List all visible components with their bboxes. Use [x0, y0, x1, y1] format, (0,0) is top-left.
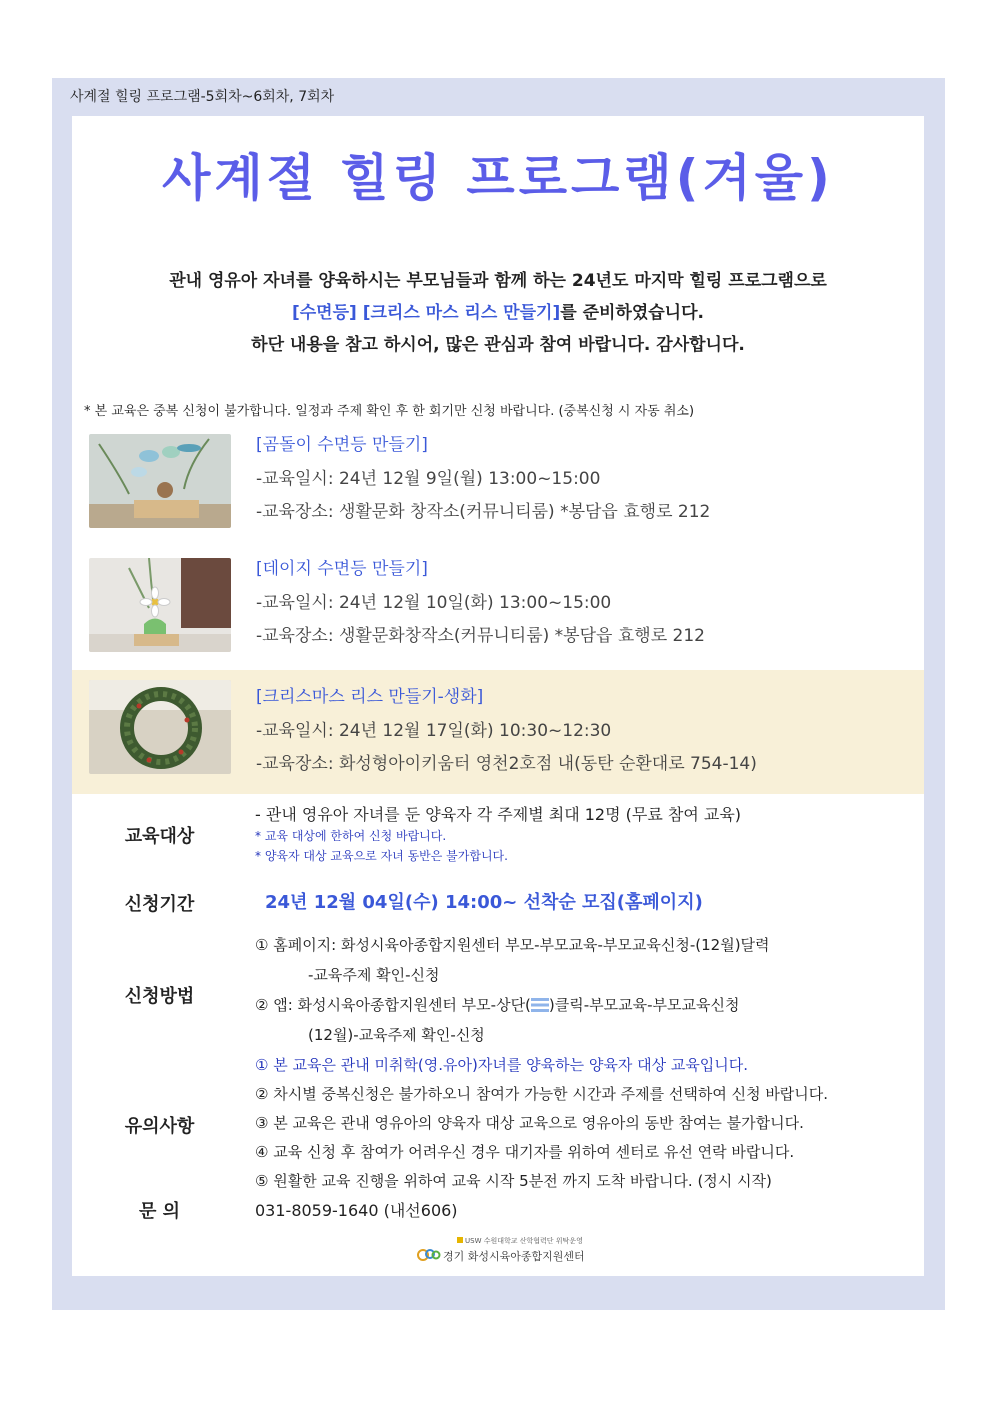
footer-center-name: 경기 화성시육아종합지원센터 — [443, 1250, 585, 1263]
program-title: [크리스마스 리스 만들기-생화] — [256, 687, 484, 707]
caution-item: ⑤ 원활한 교육 진행을 위하여 교육 시작 5분전 까지 도착 바랍니다. (정시 시작) — [255, 1172, 772, 1190]
program-place: -교육장소: 생활문화창작소(커뮤니티룸) *봉담읍 효행로 212 — [256, 626, 705, 646]
program-date: -교육일시: 24년 12월 9일(월) 13:00~15:00 — [256, 469, 601, 489]
target-note: * 양육자 대상 교육으로 자녀 동반은 불가합니다. — [255, 849, 508, 863]
caution-label: 유의사항 — [124, 1116, 195, 1137]
poster-card — [72, 116, 924, 1276]
footer-operator-text: USW 수원대학교 산학협력단 위탁운영 — [465, 1237, 583, 1245]
intro-line-1: 관내 영유아 자녀를 양육하시는 부모님들과 함께 하는 24년도 마지막 힐링 프로그램으로 — [169, 271, 827, 291]
method-line-part: ② 앱: 화성시육아종합지원센터 부모-상단( — [255, 996, 531, 1014]
caution-item: ② 차시별 중복신청은 불가하오니 참여가 가능한 시간과 주제를 선택하여 신청 바랍니다. — [255, 1085, 829, 1103]
menu-icon — [531, 998, 549, 1012]
intro-highlight: [수면등] [크리스 마스 리스 만들기] — [291, 303, 561, 323]
method-line: (12월)-교육주제 확인-신청 — [308, 1026, 485, 1044]
program-title: [데이지 수면등 만들기] — [256, 559, 428, 579]
page-title: 사계절 힐링 프로그램(겨울) — [162, 149, 834, 207]
program-item — [72, 548, 924, 672]
daisy-lamp-photo — [89, 558, 231, 652]
target-line: - 관내 영유아 자녀를 둔 양육자 각 주제별 최대 12명 (무료 참여 교육) — [255, 805, 742, 824]
center-logo-icon — [417, 1246, 441, 1262]
contact-label: 문 의 — [138, 1201, 181, 1222]
method-line: ① 홈페이지: 화성시육아종합지원센터 부모-부모교육-부모교육신청-(12월)달력 — [255, 936, 770, 954]
program-title: [곰돌이 수면등 만들기] — [256, 435, 428, 455]
program-date: -교육일시: 24년 12월 17일(화) 10:30~12:30 — [256, 721, 612, 741]
target-label: 교육대상 — [124, 826, 195, 847]
caution-item: ④ 교육 신청 후 참여가 어려우신 경우 대기자를 위하여 센터로 유선 연락 바랍니다. — [255, 1143, 795, 1161]
method-line-part: )클릭-부모교육-부모교육신청 — [548, 996, 740, 1014]
target-note: * 교육 대상에 한하여 신청 바랍니다. — [255, 829, 447, 843]
caution-item: ① 본 교육은 관내 미취학(영.유아)자녀를 양육하는 양육자 대상 교육입니다. — [255, 1056, 749, 1074]
wreath-photo — [89, 680, 231, 774]
intro-line-2-rest: 를 준비하였습니다. — [560, 303, 704, 323]
method-line: -교육주제 확인-신청 — [308, 966, 440, 984]
program-item — [72, 670, 924, 794]
usw-badge-icon — [457, 1237, 463, 1243]
method-label: 신청방법 — [124, 986, 195, 1007]
program-place: -교육장소: 생활문화 창작소(커뮤니티룸) *봉담읍 효행로 212 — [256, 502, 711, 522]
center-logo — [417, 1236, 587, 1266]
caution-item: ③ 본 교육은 관내 영유아의 양육자 대상 교육으로 영유아의 동반 참여는 불가합니다. — [255, 1114, 804, 1132]
bear-lamp-photo — [89, 434, 231, 528]
contact-phone: 031-8059-1640 (내선606) — [255, 1201, 458, 1220]
program-date: -교육일시: 24년 12월 10일(화) 13:00~15:00 — [256, 593, 612, 613]
program-place: -교육장소: 화성형아이키움터 영천2호점 내(동탄 순환대로 754-14) — [256, 754, 757, 774]
intro-line-3: 하단 내용을 참고 하시어, 많은 관심과 참여 바랍니다. 감사합니다. — [251, 335, 745, 355]
footer-operator — [457, 1236, 583, 1246]
intro-line-2 — [72, 298, 924, 323]
program-item — [72, 424, 924, 548]
duplicate-notice: * 본 교육은 중복 신청이 불가합니다. 일정과 주제 확인 후 한 회기만 신청 바랍니다. (중복신청 시 자동 취소) — [84, 404, 695, 419]
header-label: 사계절 힐링 프로그램-5회차~6회차, 7회차 — [70, 89, 335, 105]
period-label: 신청기간 — [124, 894, 195, 915]
method-line — [255, 994, 739, 1015]
period-text: 24년 12월 04일(수) 14:00~ 선착순 모집(홈페이지) — [265, 892, 703, 913]
